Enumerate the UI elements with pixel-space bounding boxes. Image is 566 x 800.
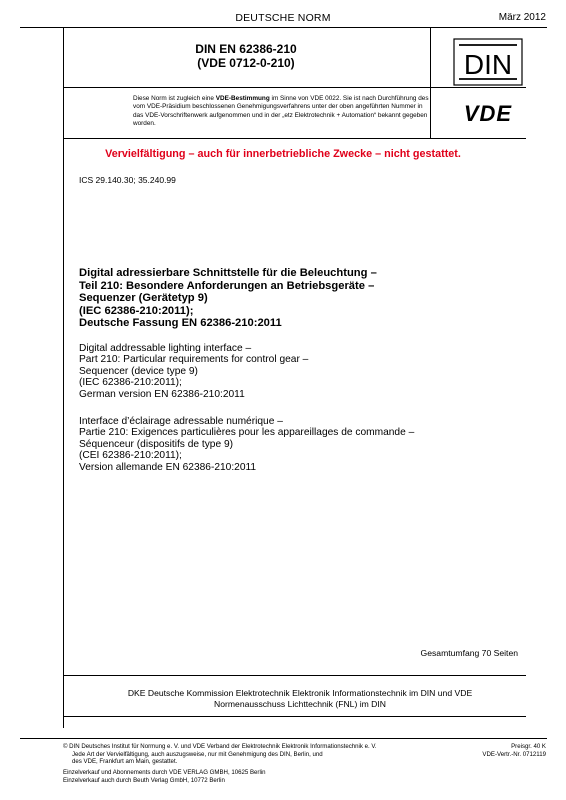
- committee-line: Normenausschuss Lichttechnik (FNL) im DIN: [214, 699, 386, 709]
- title-french: [79, 416, 519, 473]
- title-fr-line: Séquenceur (dispositifs de type 9): [79, 438, 234, 450]
- title-de-line: Digital adressierbare Schnittstelle für die Beleuchtung –: [79, 267, 377, 279]
- price-group: [482, 743, 546, 758]
- reproduction-warning: Vervielfältigung – auch für innerbetriebliche Zwecke – nicht gestattet.: [105, 148, 461, 160]
- committee-bottom-rule: [63, 716, 526, 717]
- left-body-rule: [63, 138, 64, 728]
- title-en-line: Digital addressable lighting interface –: [79, 343, 252, 354]
- title-fr-line: Partie 210: Exigences particulières pour les appareillages de commande –: [79, 427, 415, 439]
- committee-top-rule: [63, 675, 526, 676]
- vde-distribution-number: VDE-Vertr.-Nr. 0712119: [482, 750, 546, 758]
- top-rule: [20, 27, 547, 28]
- title-de-line: Teil 210: Besondere Anforderungen an Betriebsgeräte –: [79, 279, 375, 292]
- title-en-line: (IEC 62386-210:2011);: [79, 377, 182, 389]
- footer-top-rule: [20, 738, 547, 739]
- title-de-line: Deutsche Fassung EN 62386-210:2011: [79, 317, 282, 330]
- vde-classification: (VDE 0712-0-210): [197, 56, 295, 70]
- copyright-notice: © DIN Deutsches Institut für Normung e. V. und VDE Verband der Elektrotechnik Elektronik Informationstechnik e. V. Jede Art der Vervielfältigung, auch auszugsweise, nur mit Genehmigung des DIN, Berlin, und des VDE, Frankfurt am Main, gestattet.: [63, 743, 377, 766]
- standard-number-block: [63, 42, 429, 70]
- title-en-line: Part 210: Particular requirements for control gear –: [79, 354, 309, 366]
- din-logo: [453, 38, 523, 86]
- title-de-line: (IEC 62386-210:2011);: [79, 304, 194, 317]
- committee-block: [40, 688, 560, 710]
- vde-bestimmung-term: VDE-Bestimmung: [215, 95, 270, 102]
- committee-line: DKE Deutsche Kommission Elektrotechnik Elektronik Informationstechnik im DIN und VDE: [127, 688, 473, 698]
- sales-info: Einzelverkauf und Abonnements durch VDE VERLAG GMBH, 10625 Berlin Einzelverkauf auch durch Beuth Verlag GmbH, 10772 Berlin: [63, 769, 266, 784]
- document-type-label: DEUTSCHE NORM: [235, 12, 331, 24]
- title-german: [79, 267, 479, 330]
- price-group-label: Preisgr. 40 K: [511, 743, 546, 750]
- total-pages: Gesamtumfang 70 Seiten: [420, 648, 518, 658]
- svg-text:DIN: DIN: [463, 49, 513, 80]
- vde-box-bottom-rule: [63, 138, 526, 139]
- header-box-bottom-rule: [63, 87, 526, 88]
- vde-logo: VDE: [463, 101, 513, 126]
- vde-determination-note: Diese Norm ist zugleich eine VDE-Bestimmung im Sinne von VDE 0022. Sie ist nach Durchführung des vom VDE-Präsidium beschlossenen Genehmigungsverfahrens unter der oben angeführten Nummer in das VDE-Vorschriftenwerk aufgenommen und in der „etz Elektrotechnik + Automation“ bekannt gegeben worden.: [133, 95, 429, 127]
- title-fr-line: (CEI 62386-210:2011);: [79, 450, 182, 462]
- standard-number: DIN EN 62386-210: [195, 42, 297, 56]
- ics-codes: ICS 29.140.30; 35.240.99: [79, 175, 176, 185]
- title-fr-line: Version allemande EN 62386-210:2011: [79, 461, 257, 473]
- publication-date: März 2012: [498, 12, 546, 23]
- title-en-line: Sequencer (device type 9): [79, 365, 198, 377]
- logo-column-rule: [430, 27, 431, 138]
- title-en-line: German version EN 62386-210:2011: [79, 388, 245, 400]
- title-fr-line: Interface d’éclairage adressable numérique –: [79, 416, 283, 427]
- title-de-line: Sequenzer (Gerätetyp 9): [79, 292, 208, 305]
- title-english: [79, 343, 499, 400]
